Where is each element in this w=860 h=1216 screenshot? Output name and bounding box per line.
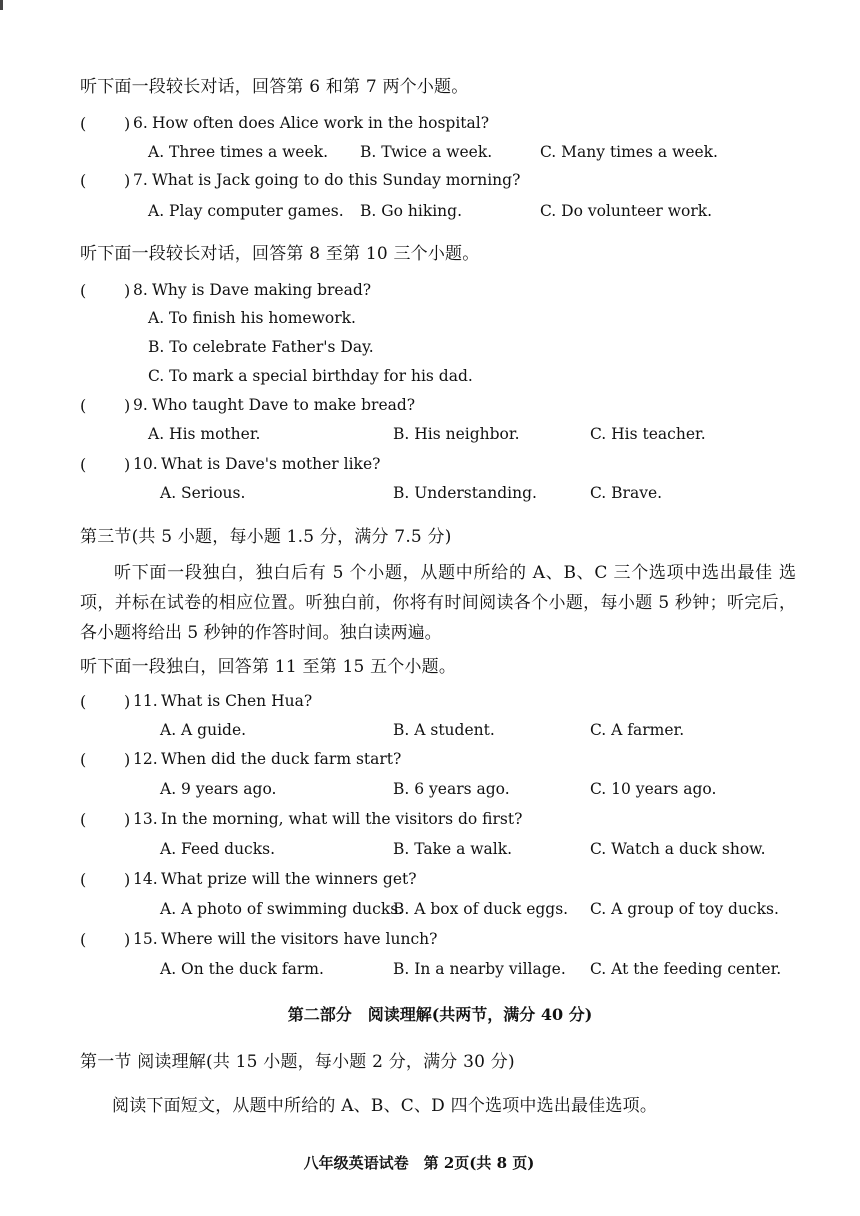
option-a: A. Feed ducks.: [160, 840, 276, 858]
question-number: 15.: [133, 930, 158, 948]
answer-paren-open: (: [80, 870, 87, 889]
answer-paren-close: ): [124, 692, 131, 711]
question-text: What is Jack going to do this Sunday morning?: [152, 171, 521, 189]
question-text: In the morning, what will the visitors do first?: [161, 810, 523, 828]
answer-paren-close: ): [124, 930, 131, 949]
option-a: A. To finish his homework.: [148, 309, 356, 327]
option-a: A. Three times a week.: [148, 143, 329, 161]
option-c: C. Many times a week.: [540, 143, 718, 161]
question-text: What is Dave's mother like?: [161, 455, 381, 473]
answer-paren-open: (: [80, 692, 87, 711]
answer-paren-open: (: [80, 810, 87, 829]
part-2-title: 第二部分 阅读理解(共两节，满分 40 分): [287, 1005, 593, 1024]
option-c: C. At the feeding center.: [590, 960, 782, 978]
section-3-title: 第三节(共 5 小题，每小题 1.5 分，满分 7.5 分): [80, 527, 452, 547]
question-number: 8.: [133, 281, 148, 299]
option-b: B. Go hiking.: [360, 202, 463, 220]
answer-paren-close: ): [124, 870, 131, 889]
option-b: B. Twice a week.: [360, 143, 493, 161]
question-text: Who taught Dave to make bread?: [152, 396, 416, 414]
option-b: B. His neighbor.: [393, 425, 520, 443]
answer-paren-open: (: [80, 750, 87, 769]
page-footer: 八年级英语试卷 第 2页(共 8 页): [303, 1154, 535, 1172]
answer-paren-open: (: [80, 281, 87, 300]
option-a: A. His mother.: [148, 425, 261, 443]
question-text: What is Chen Hua?: [161, 692, 313, 710]
option-b: B. To celebrate Father's Day.: [148, 338, 374, 356]
answer-paren-close: ): [124, 396, 131, 415]
monologue-instruction: 听下面一段独白，回答第 11 至第 15 五个小题。: [80, 657, 457, 677]
question-number: 10.: [133, 455, 158, 473]
answer-paren-open: (: [80, 114, 87, 133]
answer-paren-open: (: [80, 930, 87, 949]
answer-paren-open: (: [80, 171, 87, 190]
answer-paren-close: ): [124, 281, 131, 300]
question-text: Where will the visitors have lunch?: [161, 930, 438, 948]
option-c: C. To mark a special birthday for his dad.: [148, 367, 473, 385]
option-a: A. A guide.: [160, 721, 247, 739]
question-text: Why is Dave making bread?: [152, 281, 372, 299]
option-c: C. A farmer.: [590, 721, 685, 739]
question-number: 6.: [133, 114, 148, 132]
option-b: B. Take a walk.: [393, 840, 513, 858]
question-number: 14.: [133, 870, 158, 888]
answer-paren-close: ): [124, 455, 131, 474]
option-a: A. Play computer games.: [148, 202, 344, 220]
option-c: C. Brave.: [590, 484, 663, 502]
option-c: C. Do volunteer work.: [540, 202, 713, 220]
option-b: B. In a nearby village.: [393, 960, 566, 978]
question-text: What prize will the winners get?: [161, 870, 417, 888]
question-number: 12.: [133, 750, 158, 768]
option-c: C. A group of toy ducks.: [590, 900, 779, 918]
option-b: B. A box of duck eggs.: [393, 900, 569, 918]
section-3-directions: 听下面一段独白，独白后有 5 个小题，从题中所给的 A、B、C 三个选项中选出最佳 选项，并标在试卷的相应位置。听独白前，你将有时间阅读各个小题，每小题 5 秒钟；听完后，各小题将给出 5 秒钟的作答时间。独白读两遍。: [80, 563, 796, 643]
question-text: How often does Alice work in the hospital?: [152, 114, 490, 132]
answer-paren-close: ): [124, 171, 131, 190]
answer-paren-close: ): [124, 114, 131, 133]
question-number: 11.: [133, 692, 158, 710]
option-c: C. 10 years ago.: [590, 780, 717, 798]
option-b: B. Understanding.: [393, 484, 537, 502]
question-number: 13.: [133, 810, 158, 828]
option-c: C. Watch a duck show.: [590, 840, 766, 858]
option-a: A. On the duck farm.: [160, 960, 324, 978]
question-number: 7.: [133, 171, 148, 189]
question-number: 9.: [133, 396, 148, 414]
question-text: When did the duck farm start?: [161, 750, 402, 768]
answer-paren-close: ): [124, 750, 131, 769]
option-b: B. A student.: [393, 721, 495, 739]
part-2-section-1-title: 第一节 阅读理解(共 15 小题，每小题 2 分，满分 30 分): [80, 1052, 515, 1072]
answer-paren-close: ): [124, 810, 131, 829]
dialogue-instruction-1: 听下面一段较长对话，回答第 6 和第 7 两个小题。: [80, 77, 469, 97]
dialogue-instruction-2: 听下面一段较长对话，回答第 8 至第 10 三个小题。: [80, 244, 480, 264]
reading-instruction: 阅读下面短文，从题中所给的 A、B、C、D 四个选项中选出最佳选项。: [112, 1096, 658, 1116]
answer-paren-open: (: [80, 455, 87, 474]
option-b: B. 6 years ago.: [393, 780, 510, 798]
option-a: A. 9 years ago.: [160, 780, 277, 798]
option-a: A. Serious.: [160, 484, 246, 502]
answer-paren-open: (: [80, 396, 87, 415]
scan-edge-mark: [0, 0, 3, 10]
option-c: C. His teacher.: [590, 425, 706, 443]
option-a: A. A photo of swimming ducks.: [160, 900, 404, 918]
